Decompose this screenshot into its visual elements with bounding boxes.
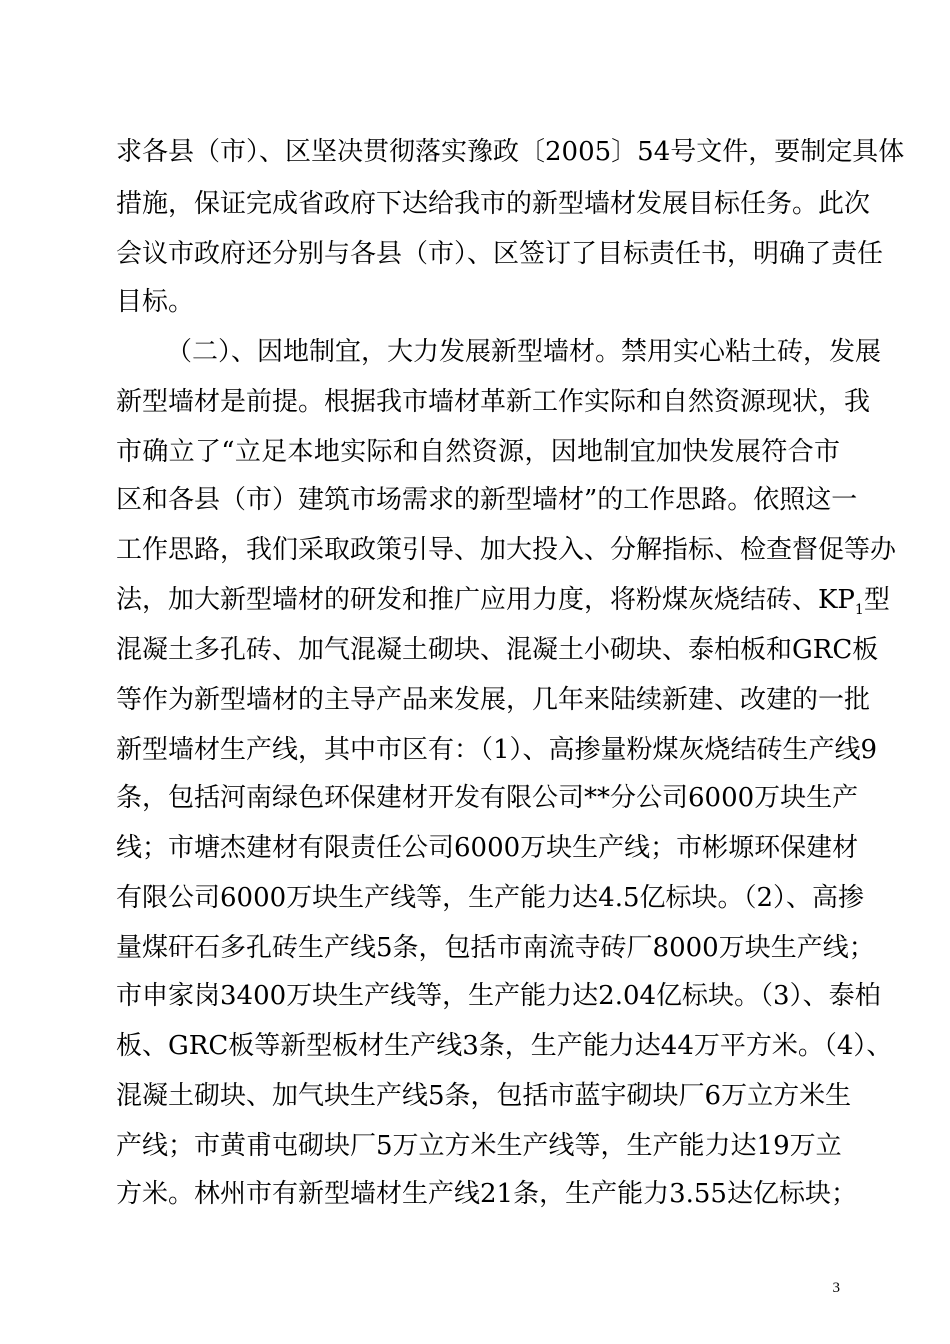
- text-line: 方米。林州市有新型墙材生产线21条，生产能力3.55达亿标块；: [116, 1179, 857, 1209]
- text-line: 会议市政府还分别与各县（市）、区签订了目标责任书，明确了责任: [116, 239, 884, 269]
- text-line: 措施，保证完成省政府下达给我市的新型墙材发展目标任务。此次: [116, 189, 871, 219]
- text-line: （二）、因地制宜，大力发展新型墙材。禁用实心粘土砖，发展: [166, 337, 882, 367]
- text-line: 条，包括河南绿色环保建材开发有限公司**分公司6000万块生产: [116, 783, 859, 813]
- text-segment: 型: [863, 585, 890, 615]
- text-line: 求各县（市）、区坚决贯彻落实豫政〔2005〕54号文件，要制定具体: [116, 137, 905, 167]
- page-number: 3: [832, 1280, 840, 1296]
- text-line: 产线；市黄甫屯砌块厂5万立方米生产线等，生产能力达19万立: [116, 1131, 842, 1161]
- text-line: 市申家岗3400万块生产线等，生产能力达2.04亿标块。（3）、泰柏: [116, 981, 881, 1011]
- text-segment: 法，加大新型墙材的研发和推广应用力度，将粉煤灰烧结砖、KP: [116, 585, 855, 615]
- text-line: 区和各县（市）建筑市场需求的新型墙材”的工作思路。依照这一: [116, 485, 858, 515]
- text-line: 线；市塘杰建材有限责任公司6000万块生产线；市彬塬环保建材: [116, 833, 859, 863]
- text-line-kp: [116, 582, 890, 619]
- text-line: 新型墙材是前提。根据我市墙材革新工作实际和自然资源现状，我: [116, 387, 871, 417]
- text-line: 量煤矸石多孔砖生产线5条，包括市南流寺砖厂8000万块生产线；: [116, 933, 875, 963]
- text-line: 混凝土砌块、加气块生产线5条，包括市蓝宇砌块厂6万立方米生: [116, 1081, 852, 1111]
- text-line: 混凝土多孔砖、加气混凝土砌块、混凝土小砌块、泰柏板和GRC板: [116, 635, 879, 665]
- text-line: 板、GRC板等新型板材生产线3条，生产能力达44万平方米。（4）、: [116, 1031, 893, 1061]
- text-line: 新型墙材生产线，其中市区有：（1）、高掺量粉煤灰烧结砖生产线9: [116, 735, 878, 765]
- text-line: 目标。: [116, 287, 195, 317]
- text-line: 工作思路，我们采取政策引导、加大投入、分解指标、检查督促等办: [116, 535, 897, 565]
- text-line: 等作为新型墙材的主导产品来发展，几年来陆续新建、改建的一批: [116, 685, 871, 715]
- text-line: 市确立了“立足本地实际和自然资源，因地制宜加快发展符合市: [116, 437, 840, 467]
- subscript: 1: [854, 602, 864, 619]
- text-line: 有限公司6000万块生产线等，生产能力达4.5亿标块。（2）、高掺: [116, 883, 865, 913]
